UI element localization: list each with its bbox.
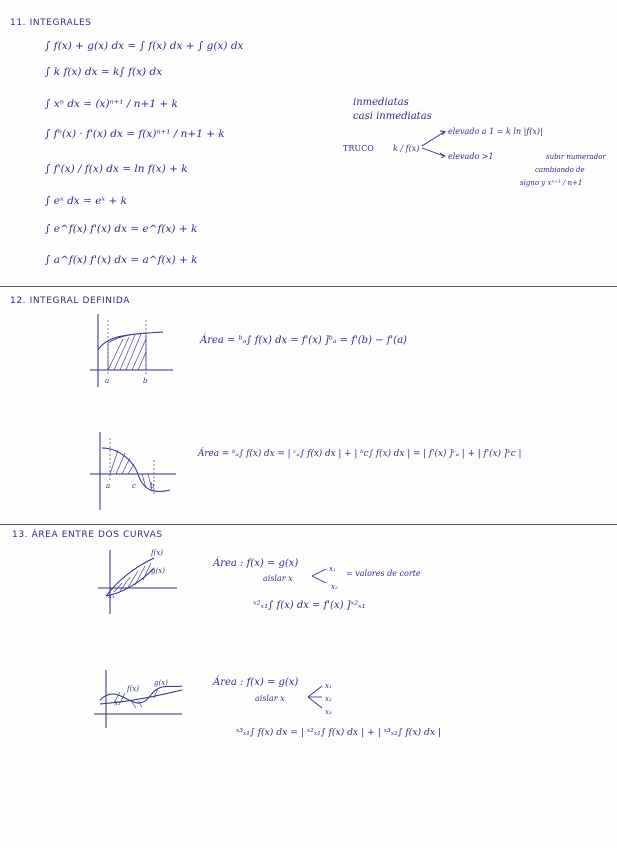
truco-arrows xyxy=(420,126,450,166)
graph2-label-a: a xyxy=(106,482,111,490)
case1-cut-values: = valores de corte xyxy=(346,569,421,578)
formula-power-rule: ∫ xⁿ dx = (x)ⁿ⁺¹ / n+1 + k xyxy=(45,98,178,110)
graph2-label-b: b xyxy=(150,482,155,490)
formula-constant-rule: ∫ k f(x) dx = k∫ f(x) dx xyxy=(45,66,163,78)
note-case2-result-1: subir numerador xyxy=(546,153,606,161)
graph3-label-x1: x₁ xyxy=(108,592,115,600)
section-divider-2 xyxy=(0,524,617,525)
case1-area-equation: Área : f(x) = g(x) xyxy=(213,558,299,569)
note-truco: TRUCO xyxy=(343,144,374,153)
case2-root-x1: x₁ xyxy=(325,682,332,690)
case1-root-x2: x₂ xyxy=(331,583,338,591)
case1-root-x1: x₁ xyxy=(329,565,336,573)
formula-exp-chain-rule: ∫ e^f(x) f'(x) dx = e^f(x) + k xyxy=(45,223,198,235)
formula-sum-rule: ∫ f(x) + g(x) dx = ∫ f(x) dx + ∫ g(x) dx xyxy=(45,40,244,52)
case2-root-arrows xyxy=(306,683,326,711)
case2-integral: ˣ³ₓ₁∫ f(x) dx = | ˣ²ₓ₁∫ f(x) dx | + | ˣ³ₓ₂∫ f(x) dx | xyxy=(236,727,442,738)
case2-isolate-x: aislar x xyxy=(255,694,285,703)
graph4-label-x1: x₁ xyxy=(114,699,121,707)
definite-integral-area-positive: Área = ᵇₐ∫ f(x) dx = f'(x) ]ᵇₐ = f'(b) − f'(a) xyxy=(200,335,407,346)
note-case2-result-2: cambiando de xyxy=(535,166,585,174)
definite-integral-graph-positive xyxy=(88,312,178,392)
formula-log-rule: ∫ f'(x) / f(x) dx = ln f(x) + k xyxy=(45,163,188,175)
case1-root-arrows xyxy=(310,566,332,586)
case1-integral: ˣ²ₓ₁∫ f(x) dx = f'(x) ]ˣ²ₓ₁ xyxy=(253,600,366,611)
note-casi-inmediatas: casi inmediatas xyxy=(353,111,432,122)
case1-isolate-x: aislar x xyxy=(263,574,293,583)
section-divider-1 xyxy=(0,286,617,287)
graph1-label-a: a xyxy=(105,377,110,385)
note-inmediatas: inmediatas xyxy=(353,97,409,108)
formula-general-exp-rule: ∫ a^f(x) f'(x) dx = a^f(x) + k xyxy=(45,254,198,266)
graph3-label-g: g(x) xyxy=(151,567,165,575)
case2-root-x3: x₃ xyxy=(325,708,332,716)
formula-exp-rule: ∫ eˣ dx = eˣ + k xyxy=(45,195,127,207)
section-13-title: 13. ÁREA ENTRE DOS CURVAS xyxy=(12,530,163,540)
note-case-power-one: elevado a 1 = k ln |f(x)| xyxy=(448,127,543,136)
graph2-label-c: c xyxy=(132,482,136,490)
case2-area-equation: Área : f(x) = g(x) xyxy=(213,677,299,688)
definite-integral-graph-sign-change xyxy=(88,430,183,515)
section-11-title: 11. INTEGRALES xyxy=(10,18,92,28)
area-between-curves-graph-1 xyxy=(92,548,182,618)
formula-chain-power-rule: ∫ fⁿ(x) · f'(x) dx = f(x)ⁿ⁺¹ / n+1 + k xyxy=(45,128,225,140)
graph4-label-f: f(x) xyxy=(127,685,140,693)
note-fraction: k / f(x) xyxy=(393,144,420,153)
note-case-power-greater: elevado >1 xyxy=(448,152,494,161)
graph1-label-b: b xyxy=(143,377,148,385)
graph3-label-f: f(x) xyxy=(151,549,164,557)
case2-root-x2: x₂ xyxy=(325,695,332,703)
area-between-curves-graph-2 xyxy=(92,668,187,733)
note-case2-result-3: signo y xⁿ⁺¹ / n+1 xyxy=(520,179,583,187)
section-12-title: 12. INTEGRAL DEFINIDA xyxy=(10,296,131,306)
definite-integral-area-sign-change: Área = ᵇₐ∫ f(x) dx = | ᶜₐ∫ f(x) dx | + | ᵇc∫ f(x) dx | = | f'(x) ]ᶜₐ | + | f'(x) ]ᵇc | xyxy=(198,449,522,459)
graph4-label-g: g(x) xyxy=(154,679,168,687)
